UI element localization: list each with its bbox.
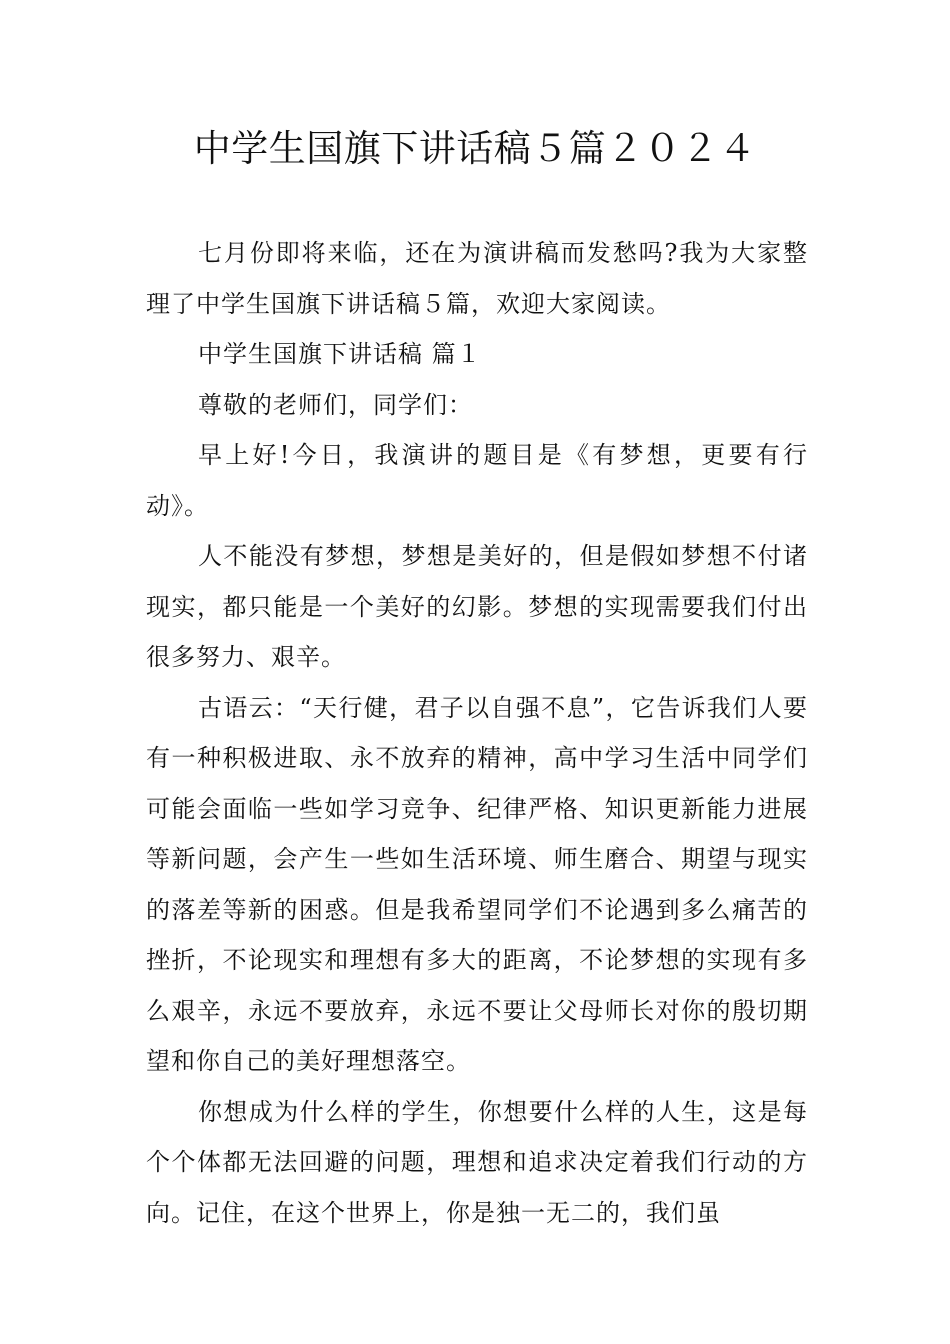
paragraph-dream: 人不能没有梦想，梦想是美好的，但是假如梦想不付诸现实，都只能是一个美好的幻影。梦想的实现需要我们付出很多努力、艰辛。 [146, 542, 808, 671]
paragraph-greeting: 早上好!今日，我演讲的题目是《有梦想，更要有行动》。 [146, 441, 808, 520]
paragraph-choice: 你想成为什么样的学生，你想要什么样的人生，这是每个个体都无法回避的问题，理想和追求决定着我们行动的方向。记住，在这个世界上，你是独一无二的，我们虽 [146, 1097, 808, 1227]
paragraph-proverb: 古语云：“天行健，君子以自强不息”，它告诉我们人要有一种积极进取、永不放弃的精神，高中学习生活中同学们可能会面临一些如学习竞争、纪律严格、知识更新能力进展等新问题，会产生一些如生活环境、师生磨合、期望与现实的落差等新的困惑。但是我希望同学们不论遇到多么痛苦的挫折，不论现实和理想有多大的距离，不论梦想的实现有多么艰辛，永远不要放弃，永远不要让父母师长对你的殷切期望和你自己的美好理想落空。 [146, 693, 808, 1075]
section-heading: 中学生国旗下讲话稿 篇１ [198, 340, 482, 368]
salutation: 尊敬的老师们，同学们： [198, 390, 473, 419]
document-title: 中学生国旗下讲话稿５篇２０２４ [193, 127, 757, 170]
paragraph-intro: 七月份即将来临，还在为演讲稿而发愁吗?我为大家整理了中学生国旗下讲话稿５篇，欢迎大家阅读。 [146, 239, 808, 318]
document-body [146, 228, 808, 1238]
